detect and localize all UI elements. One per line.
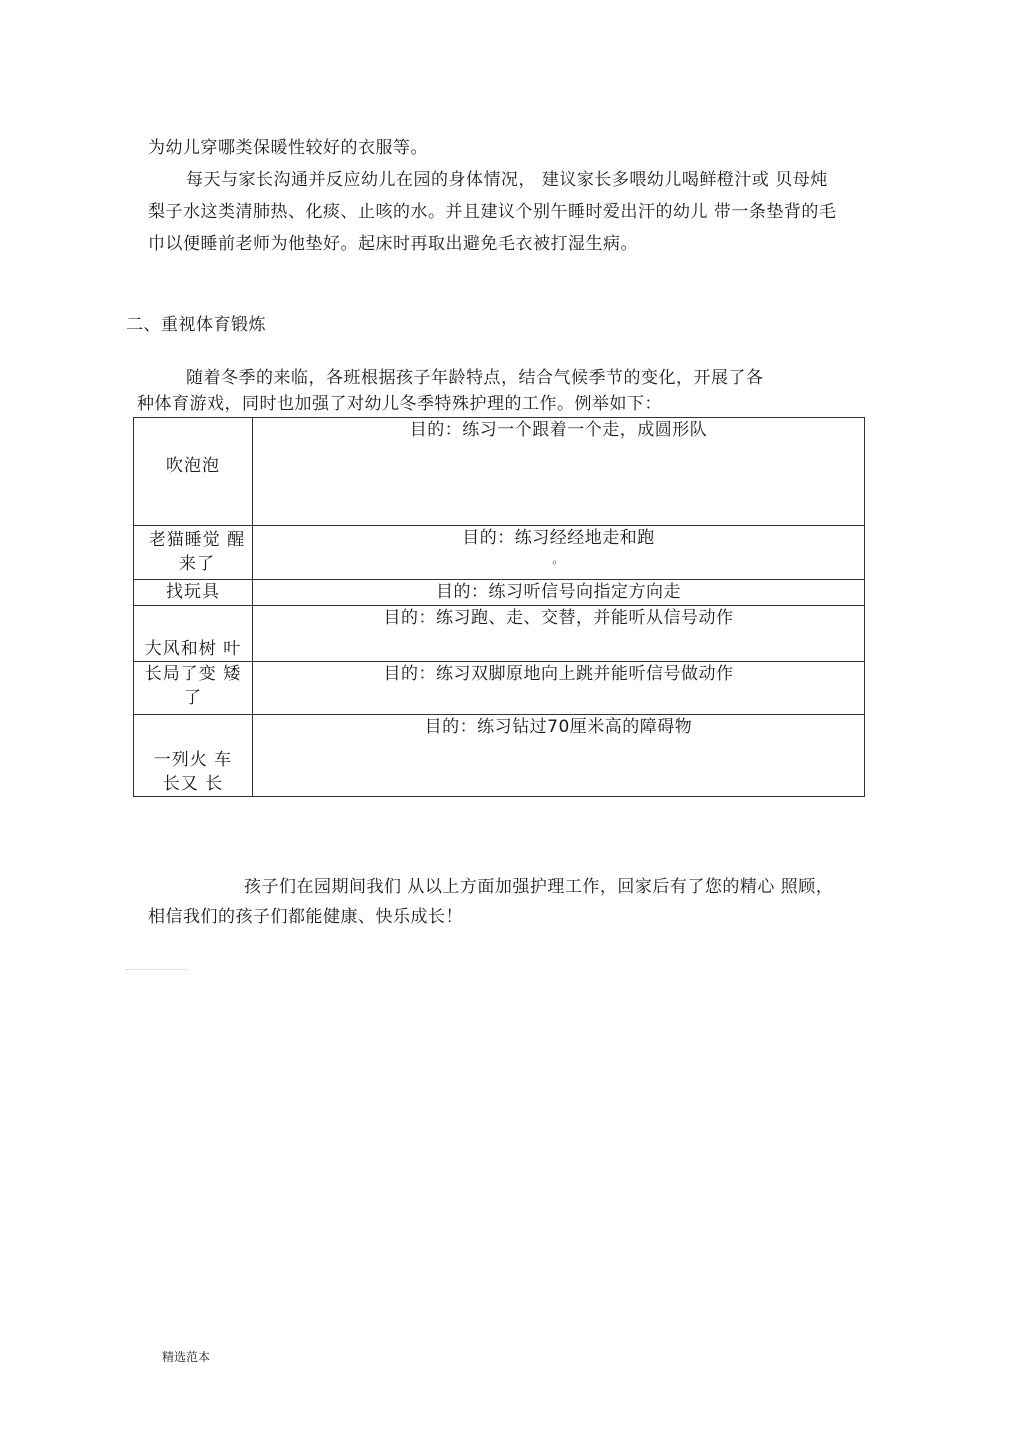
section2-intro-line2: 种体育游戏，同时也加强了对幼儿冬季特殊护理的工作。例举如下： (137, 394, 662, 414)
activity-name (134, 526, 253, 580)
table-row (134, 418, 865, 526)
paragraph1-line2: 每天与家长沟通并反应幼儿在园的身体情况， 建议家长多喂幼儿喝鲜橙汁或 贝母炖 (186, 170, 828, 190)
activity-name-text: 一列火 车长又 长 (153, 750, 233, 794)
activity-name: 吹泡泡 (134, 418, 253, 526)
paragraph1-line3: 梨子水这类清肺热、化痰、止咳的水。并且建议个别午睡时爱出汗的幼儿 带一条垫背的毛 (148, 202, 837, 222)
table-row (134, 662, 865, 715)
faint-divider (126, 969, 188, 972)
activity-goal: 目的：练习听信号向指定方向走 (253, 580, 865, 606)
paragraph1-line1: 为幼儿穿哪类保暖性较好的衣服等。 (148, 138, 428, 158)
section2-intro-line1: 随着冬季的来临，各班根据孩子年龄特点，结合气候季节的变化，开展了各 (186, 368, 764, 388)
activity-name: 找玩具 (134, 580, 253, 606)
activity-name (134, 662, 253, 715)
activity-name-text: 老猫睡觉 醒来了 (148, 530, 246, 574)
activity-name: 大风和树 叶 (134, 606, 253, 662)
activity-goal: 目的：练习钻过70厘米高的障碍物 (253, 715, 865, 797)
activity-goal: 目的：练习跑、走、交替，并能听从信号动作 (253, 606, 865, 662)
activity-goal: 目的：练习双脚原地向上跳并能听信号做动作 (253, 662, 865, 715)
activity-goal-text: 目的：练习经经地走和跑 (462, 528, 655, 548)
paragraph1-line4: 巾以便睡前老师为他垫好。起床时再取出避免毛衣被打湿生病。 (148, 234, 638, 254)
table-row (134, 526, 865, 580)
activity-table (133, 417, 865, 797)
table-row (134, 606, 865, 662)
closing-line1: 孩子们在园期间我们 从以上方面加强护理工作，回家后有了您的精心 照顾， (244, 877, 834, 897)
activity-goal (253, 526, 865, 580)
activity-name (134, 715, 253, 797)
table-row (134, 715, 865, 797)
footer-label: 精选范本 (162, 1350, 211, 1364)
activity-name-text: 长局了变 矮了 (144, 664, 242, 708)
activity-goal: 目的：练习一个跟着一个走，成圆形队 (253, 418, 865, 526)
section2-heading: 二、重视体育锻炼 (126, 315, 266, 335)
closing-line2: 相信我们的孩子们都能健康、快乐成长！ (148, 907, 463, 927)
activity-goal-extra: 。 (552, 552, 565, 566)
table-row (134, 580, 865, 606)
